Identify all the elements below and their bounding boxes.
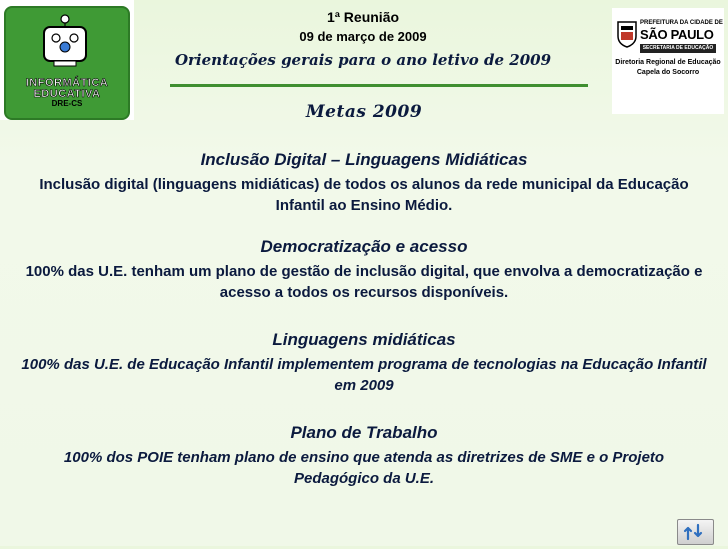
slide-header [140, 8, 586, 70]
section-linguagens-midiaticas [20, 329, 708, 396]
diretoria-label: Diretoria Regional de Educação [615, 59, 721, 66]
section-inclusao-digital [30, 149, 698, 216]
logo-line-3: DRE-CS [51, 99, 83, 108]
prefeitura-sao-paulo-logo [612, 8, 724, 114]
prefeitura-label: PREFEITURA DA CIDADE DE [640, 20, 723, 26]
logo-line-2: EDUCATIVA [33, 88, 101, 100]
section-heading: Plano de Trabalho [290, 423, 438, 442]
section-text: Inclusão digital (linguagens midiáticas) de todos os alunos da rede municipal da Educação Infantil ao Ensino Médio. [39, 176, 689, 214]
page-title: Metas 2009 [305, 102, 423, 122]
section-plano-de-trabalho [20, 422, 708, 489]
section-text: 100% das U.E. de Educação Infantil implementem programa de tecnologias na Educação Infantil em 2009 [21, 356, 707, 394]
section-heading: Linguagens midiáticas [272, 330, 456, 349]
city-name: SÃO PAULO [640, 27, 714, 42]
city-crest-icon [616, 20, 638, 48]
secretaria-label: SECRETARIA DE EDUCAÇÃO [640, 44, 716, 53]
monitor-mascot-icon [40, 14, 90, 70]
section-heading: Inclusão Digital – Linguagens Midiáticas [200, 150, 528, 169]
slide-subtitle: Orientações gerais para o ano letivo de 2009 [174, 51, 552, 69]
meeting-date: 09 de março de 2009 [299, 29, 427, 44]
meeting-title: 1ª Reunião [326, 9, 400, 25]
return-arrows-icon [678, 520, 713, 544]
capela-label: Capela do Socorro [636, 69, 700, 76]
section-text: 100% das U.E. tenham um plano de gestão de inclusão digital, que envolva a democratização e acesso a todos os recursos disponíveis. [25, 263, 703, 301]
section-heading: Democratização e acesso [260, 237, 468, 256]
logo-line-1: INFORMÁTICA [25, 77, 109, 89]
header-divider [170, 84, 588, 87]
section-text: 100% dos POIE tenham plano de ensino que atenda as diretrizes de SME e o Projeto Pedagógico da U.E. [63, 449, 665, 487]
return-button[interactable] [677, 519, 714, 545]
section-democratizacao [20, 236, 708, 303]
